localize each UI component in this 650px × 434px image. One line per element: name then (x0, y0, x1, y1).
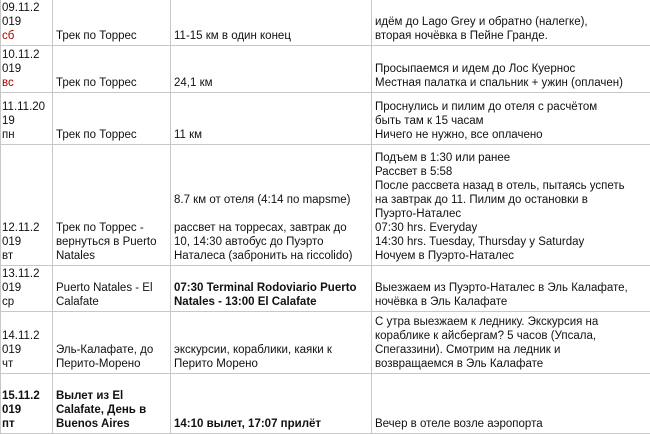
plan-cell[interactable] (372, 145, 650, 266)
activity-cell-line: вернуться в Puerto (56, 235, 167, 249)
details-cell[interactable] (171, 374, 372, 434)
date-line: 019 (2, 15, 49, 29)
details-cell-line: 14:10 вылет, 17:07 прилёт (174, 417, 368, 431)
date-line: 15.11.2 (2, 389, 49, 403)
activity-cell-line: Трек по Торрес (56, 76, 167, 90)
details-cell[interactable] (171, 93, 372, 145)
activity-cell-line: Puerto Natales - El (56, 281, 167, 295)
details-cell-line: 11-15 км в один конец (174, 29, 368, 43)
activity-cell-line: Эль-Калафате, до (56, 343, 167, 357)
plan-cell[interactable] (372, 0, 650, 46)
details-cell-line: Natales - 13:00 El Calafate (174, 295, 368, 309)
date-cell[interactable] (1, 312, 53, 374)
activity-cell-line: Перито-Морено (56, 357, 167, 371)
table-row[interactable] (1, 312, 650, 374)
weekday-label: ср (2, 295, 49, 309)
plan-cell[interactable] (372, 374, 650, 434)
date-cell[interactable] (1, 374, 53, 434)
date-line: 019 (2, 235, 49, 249)
plan-cell-line: на завтрак до 11. Пилим до остановки в (375, 193, 650, 207)
date-line: 10.11.2 (2, 48, 49, 62)
details-cell[interactable] (171, 312, 372, 374)
date-line: 019 (2, 343, 49, 357)
details-cell-line: 8.7 км от отеля (4:14 по mapsme) (174, 193, 368, 207)
weekday-label: сб (2, 29, 49, 43)
plan-cell-line: Рассвет в 5:58 (375, 165, 650, 179)
plan-cell-line: Проснулись и пилим до отеля с расчётом (375, 100, 650, 114)
details-cell[interactable] (171, 266, 372, 312)
weekday-label: вт (2, 249, 49, 263)
plan-cell-line: 14:30 hrs. Tuesday, Thursday y Saturday (375, 235, 650, 249)
activity-cell-line: Buenos Aires (56, 417, 167, 431)
table-row[interactable] (1, 93, 650, 145)
details-cell-line: 07:30 Terminal Rodoviario Puerto (174, 281, 368, 295)
plan-cell-line: идём до Lago Grey и обратно (налегке), (375, 15, 650, 29)
plan-cell-line: Подъем в 1:30 или ранее (375, 151, 650, 165)
details-cell-line: Перито Морено (174, 357, 368, 371)
plan-cell-line: Спегаззини). Смотрим на ледник и (375, 343, 650, 357)
activity-cell[interactable] (53, 0, 171, 46)
details-cell[interactable] (171, 0, 372, 46)
activity-cell-line: Calafate (56, 295, 167, 309)
weekday-label: чт (2, 357, 49, 371)
date-cell[interactable] (1, 46, 53, 93)
date-line: 019 (2, 62, 49, 76)
details-cell-line: рассвет на торресах, завтрак до (174, 221, 368, 235)
plan-cell-line: После рассвета назад в отель, пытаясь успеть (375, 179, 650, 193)
activity-cell[interactable] (53, 93, 171, 145)
plan-cell-line: ночёвка в Эль Калафате (375, 295, 650, 309)
itinerary-body (1, 0, 650, 434)
date-line: 14.11.2 (2, 329, 49, 343)
date-cell[interactable] (1, 145, 53, 266)
date-line: 09.11.2 (2, 1, 49, 15)
activity-cell[interactable] (53, 266, 171, 312)
plan-cell[interactable] (372, 266, 650, 312)
plan-cell-line: Местная палатка и спальник + ужин (оплачен) (375, 76, 650, 90)
plan-cell-line: быть там к 15 часам (375, 114, 650, 128)
plan-cell-line: вторая ночёвка в Пейне Гранде. (375, 29, 650, 43)
table-row[interactable] (1, 266, 650, 312)
details-cell[interactable] (171, 145, 372, 266)
weekday-label: вс (2, 76, 49, 90)
date-line: 11.11.20 (2, 100, 49, 114)
date-cell[interactable] (1, 0, 53, 46)
table-row[interactable] (1, 46, 650, 93)
details-cell-line: 11 км (174, 128, 368, 142)
plan-cell[interactable] (372, 312, 650, 374)
date-line: 019 (2, 403, 49, 417)
plan-cell-line: С утра выезжаем к леднику. Экскурсия на (375, 315, 650, 329)
plan-cell-line: Выезжаем из Пуэрто-Наталес в Эль Калафате, (375, 281, 650, 295)
plan-cell-line: Просыпаемся и идем до Лос Куернос (375, 62, 650, 76)
table-row[interactable] (1, 374, 650, 434)
weekday-label: пн (2, 128, 49, 142)
date-cell[interactable] (1, 93, 53, 145)
activity-cell-line: Трек по Торрес (56, 29, 167, 43)
date-line: 13.11.2 (2, 267, 49, 281)
activity-cell[interactable] (53, 374, 171, 434)
plan-cell[interactable] (372, 46, 650, 93)
date-line: 019 (2, 281, 49, 295)
plan-cell-line: Ночуем в Пуэрто-Наталес (375, 249, 650, 263)
plan-cell-line: Вечер в отеле возле аэропорта (375, 417, 650, 431)
plan-cell-line: возвращаемся в Эль Калафате (375, 357, 650, 371)
details-cell[interactable] (171, 46, 372, 93)
activity-cell-line: Трек по Торрес - (56, 221, 167, 235)
activity-cell[interactable] (53, 46, 171, 93)
plan-cell-line: 07:30 hrs. Everyday (375, 221, 650, 235)
activity-cell-line: Natales (56, 249, 167, 263)
activity-cell-line: Calafate, День в (56, 403, 167, 417)
details-cell-line (174, 207, 368, 221)
details-cell-line: 24,1 км (174, 76, 368, 90)
details-cell-line: 10, 14:30 автобус до Пуэрто (174, 235, 368, 249)
date-line: 19 (2, 114, 49, 128)
date-line: 12.11.2 (2, 221, 49, 235)
activity-cell-line: Трек по Торрес (56, 128, 167, 142)
plan-cell[interactable] (372, 93, 650, 145)
details-cell-line: Наталеса (забронить на riccolido) (174, 249, 368, 263)
activity-cell[interactable] (53, 312, 171, 374)
plan-cell-line: Ничего не нужно, все оплачено (375, 128, 650, 142)
weekday-label: пт (2, 417, 49, 431)
activity-cell-line: Вылет из El (56, 389, 167, 403)
table-row[interactable] (1, 145, 650, 266)
details-cell-line: экскурсии, кораблики, каяки к (174, 343, 368, 357)
activity-cell[interactable] (53, 145, 171, 266)
plan-cell-line: кораблике к айсбергам? 5 часов (Упсала, (375, 329, 650, 343)
table-row[interactable] (1, 0, 650, 46)
plan-cell-line: Пуэрто-Наталес (375, 207, 650, 221)
date-cell[interactable] (1, 266, 53, 312)
